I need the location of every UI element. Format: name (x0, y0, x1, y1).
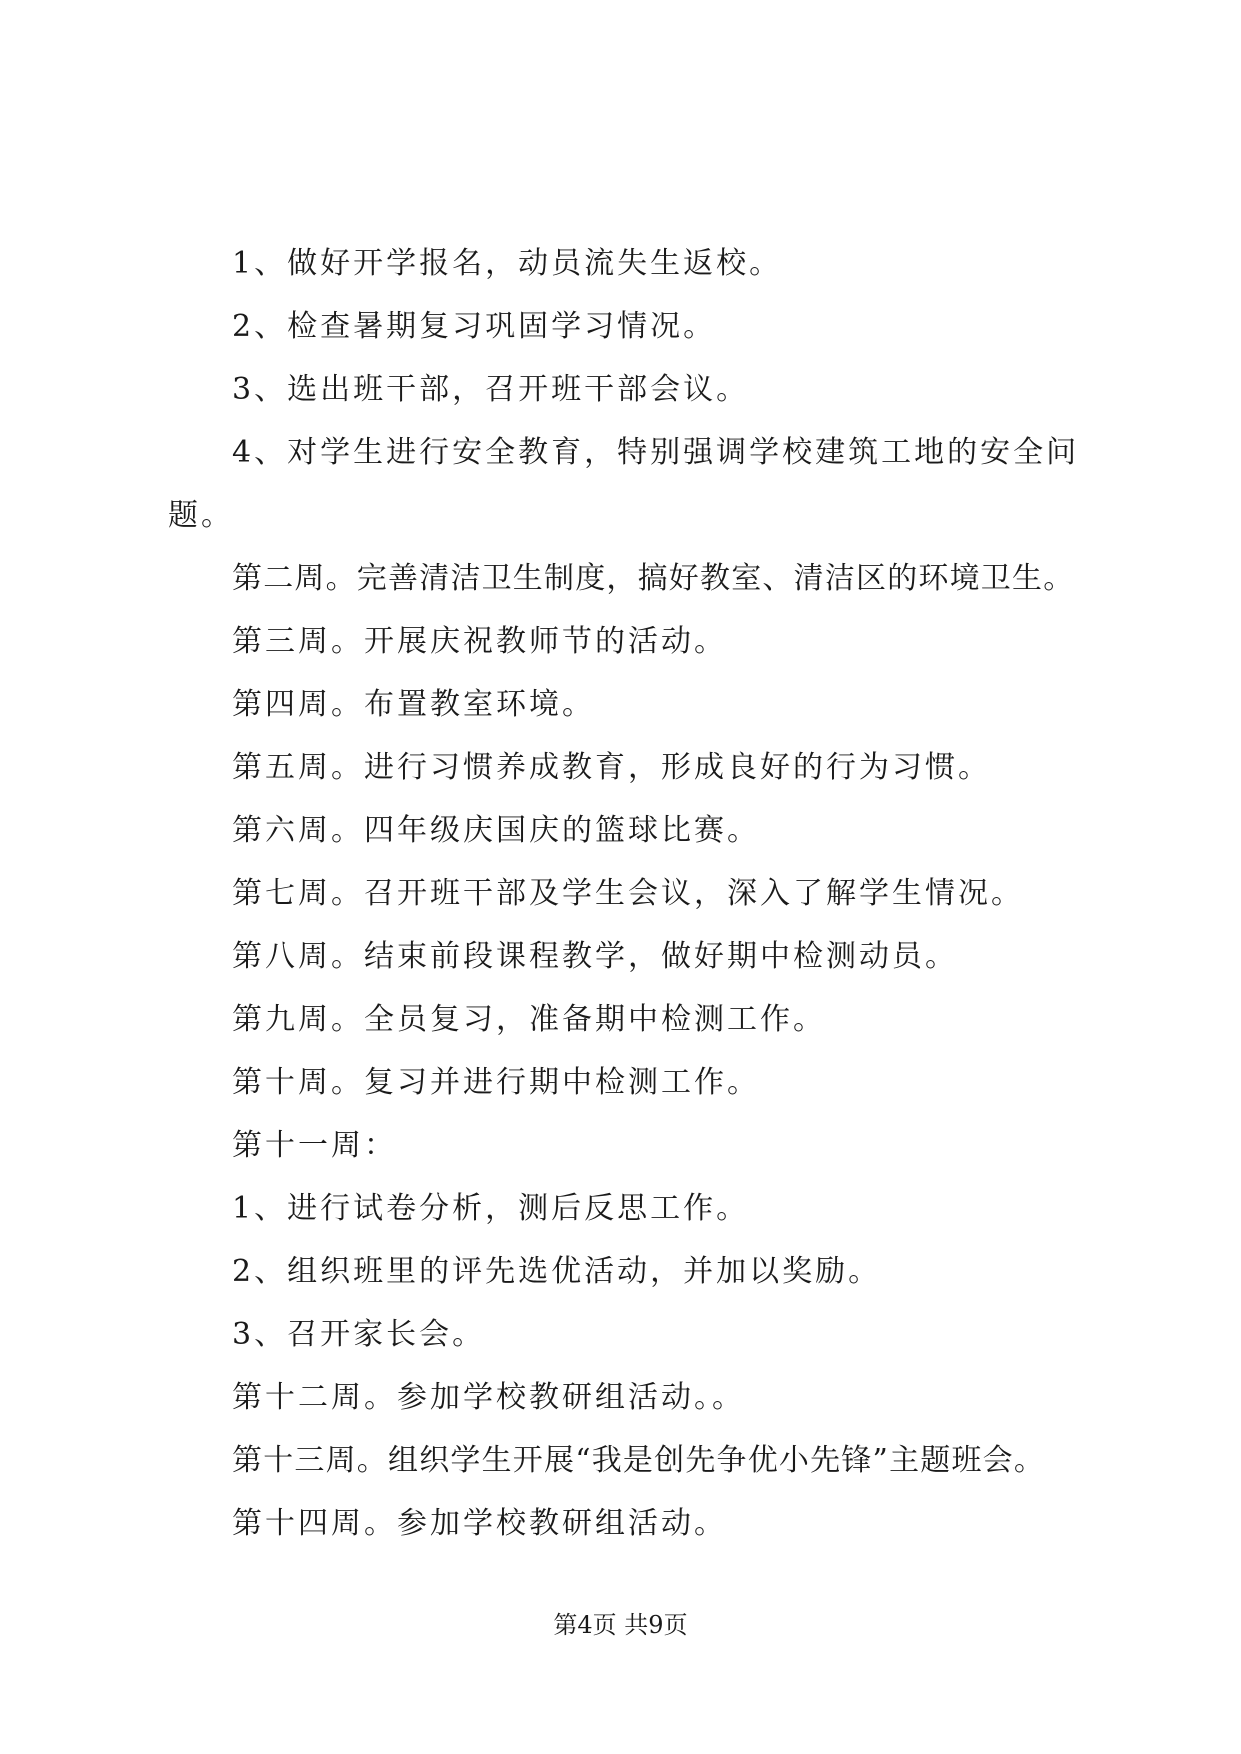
week-item: 第八周。结束前段课程教学，做好期中检测动员。 (232, 939, 958, 974)
document-body (168, 232, 1083, 1555)
week-item: 第六周。四年级庆国庆的篮球比赛。 (232, 813, 760, 848)
list-item: 1、做好开学报名，动员流失生返校。 (232, 246, 783, 281)
list-item: 3、召开家长会。 (232, 1317, 486, 1352)
week-heading: 第十一周： (232, 1128, 397, 1163)
week-item: 第四周。布置教室环境。 (232, 687, 595, 722)
list-item-continuation: 题。 (168, 498, 234, 533)
week-item: 第十三周。组织学生开展“我是创先争优小先锋”主题班会。 (232, 1443, 1046, 1478)
week-item: 第七周。召开班干部及学生会议，深入了解学生情况。 (232, 876, 1024, 911)
list-item: 3、选出班干部，召开班干部会议。 (232, 372, 750, 407)
week-item: 第五周。进行习惯养成教育，形成良好的行为习惯。 (232, 750, 991, 785)
list-item: 2、检查暑期复习巩固学习情况。 (232, 309, 717, 344)
week-item: 第三周。开展庆祝教师节的活动。 (232, 624, 727, 659)
list-item: 2、组织班里的评先选优活动，并加以奖励。 (232, 1254, 882, 1289)
week-item: 第十二周。参加学校教研组活动。。 (232, 1380, 745, 1415)
week-item: 第十四周。参加学校教研组活动。 (232, 1506, 727, 1541)
week-item: 第九周。全员复习，准备期中检测工作。 (232, 1002, 826, 1037)
list-item: 1、进行试卷分析，测后反思工作。 (232, 1191, 750, 1226)
week-item: 第十周。复习并进行期中检测工作。 (232, 1065, 760, 1100)
list-item: 4、对学生进行安全教育，特别强调学校建筑工地的安全问 (232, 435, 1080, 470)
week-item: 第二周。完善清洁卫生制度，搞好教室、清洁区的环境卫生。 (232, 561, 1075, 596)
page-number-footer: 第4页 共9页 (553, 1611, 688, 1639)
